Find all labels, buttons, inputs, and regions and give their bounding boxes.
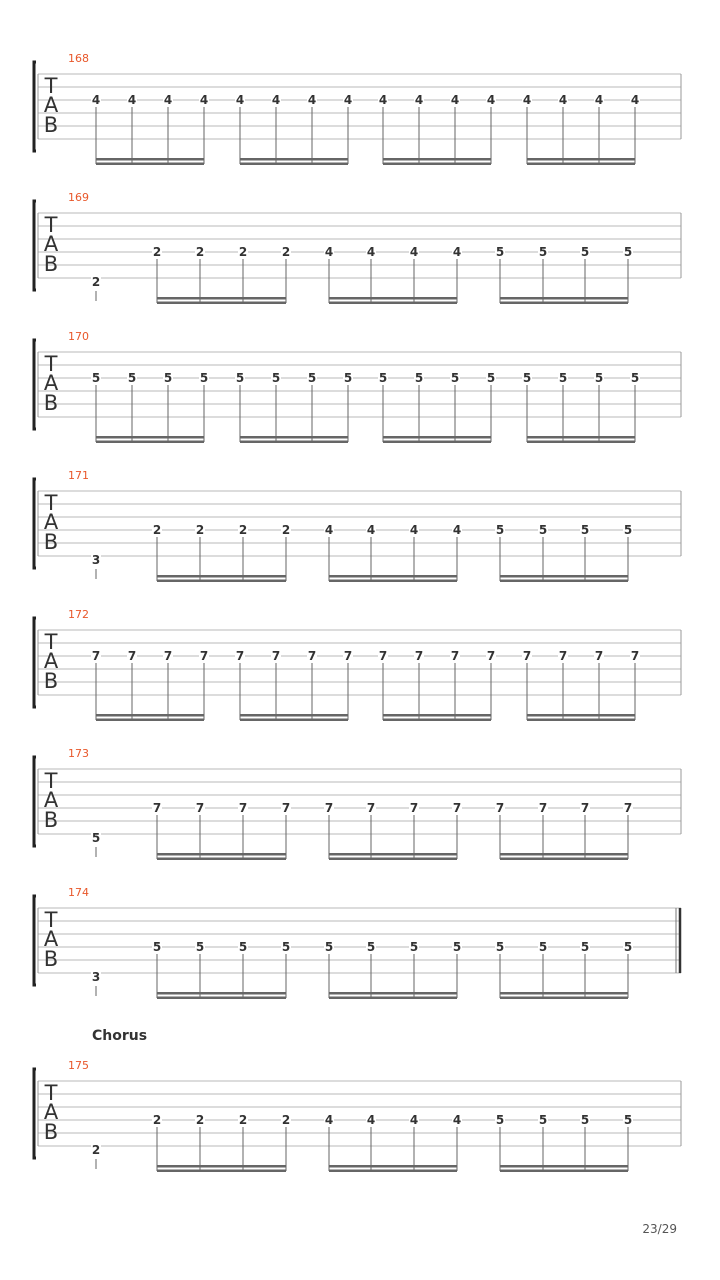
fret-number: 5 xyxy=(281,940,291,954)
beam xyxy=(157,997,286,1000)
fret-number: 4 xyxy=(630,93,640,107)
fret-number: 5 xyxy=(623,1113,633,1127)
fret-number: 2 xyxy=(152,523,162,537)
beam xyxy=(96,714,204,717)
fret-number: 4 xyxy=(450,93,460,107)
fret-number: 5 xyxy=(538,245,548,259)
fret-number: 7 xyxy=(307,649,317,663)
fret-number: 5 xyxy=(271,371,281,385)
fret-number: 4 xyxy=(235,93,245,107)
beam xyxy=(240,441,348,444)
fret-number: 5 xyxy=(623,940,633,954)
fret-number: 4 xyxy=(271,93,281,107)
fret-number: 5 xyxy=(538,523,548,537)
beam xyxy=(500,992,628,995)
fret-number: 7 xyxy=(127,649,137,663)
tab-clef-letter: T xyxy=(44,769,58,793)
beam xyxy=(240,163,348,166)
beam xyxy=(383,436,491,439)
fret-number: 5 xyxy=(307,371,317,385)
beam xyxy=(96,163,204,166)
fret-number: 4 xyxy=(522,93,532,107)
fret-number: 5 xyxy=(452,940,462,954)
tab-clef-letter: T xyxy=(44,630,58,654)
fret-number: 7 xyxy=(199,649,209,663)
fret-number: 2 xyxy=(238,1113,248,1127)
fret-number: 4 xyxy=(594,93,604,107)
beam xyxy=(329,858,457,861)
fret-number: 7 xyxy=(235,649,245,663)
beam xyxy=(383,158,491,161)
beam xyxy=(383,163,491,166)
fret-number: 2 xyxy=(152,1113,162,1127)
beam xyxy=(500,580,628,583)
tab-clef-letter: T xyxy=(44,74,58,98)
beam xyxy=(96,719,204,722)
fret-number: 5 xyxy=(238,940,248,954)
fret-number: 4 xyxy=(366,245,376,259)
fret-number: 7 xyxy=(538,801,548,815)
fret-number: 7 xyxy=(486,649,496,663)
tab-clef-letter: B xyxy=(43,1120,59,1144)
fret-number: 2 xyxy=(281,523,291,537)
fret-number: 4 xyxy=(199,93,209,107)
beam xyxy=(329,992,457,995)
beam xyxy=(500,575,628,578)
beam xyxy=(329,1165,457,1168)
fret-number: 7 xyxy=(580,801,590,815)
beam xyxy=(157,302,286,305)
tab-clef-letter: B xyxy=(43,113,59,137)
fret-number: 5 xyxy=(580,523,590,537)
fret-number: 4 xyxy=(486,93,496,107)
fret-number: 2 xyxy=(152,245,162,259)
fret-number: 5 xyxy=(414,371,424,385)
beam xyxy=(157,575,286,578)
beam xyxy=(500,1165,628,1168)
fret-number: 5 xyxy=(91,371,101,385)
system-bracket xyxy=(34,1069,36,1158)
fret-number: 7 xyxy=(414,649,424,663)
fret-number: 4 xyxy=(409,245,419,259)
fret-number: 2 xyxy=(195,245,205,259)
beam xyxy=(96,158,204,161)
fret-number: 5 xyxy=(235,371,245,385)
tab-clef-letter: A xyxy=(43,232,59,256)
fret-number: 5 xyxy=(522,371,532,385)
fret-number: 5 xyxy=(558,371,568,385)
fret-number: 5 xyxy=(127,371,137,385)
measure-number: 171 xyxy=(68,469,89,482)
fret-number: 5 xyxy=(580,245,590,259)
beam xyxy=(500,853,628,856)
fret-number: 7 xyxy=(378,649,388,663)
fret-number: 7 xyxy=(495,801,505,815)
tab-clef-letter: A xyxy=(43,371,59,395)
system-bracket xyxy=(34,757,36,846)
beam xyxy=(500,297,628,300)
fret-number: 7 xyxy=(594,649,604,663)
fret-number: 5 xyxy=(495,523,505,537)
fret-number: 2 xyxy=(281,245,291,259)
tab-clef-letter: A xyxy=(43,788,59,812)
fret-number: 7 xyxy=(163,649,173,663)
fret-number: 4 xyxy=(91,93,101,107)
beam xyxy=(383,714,491,717)
measure-number: 169 xyxy=(68,191,89,204)
fret-number: 2 xyxy=(238,245,248,259)
fret-number: 7 xyxy=(271,649,281,663)
tab-clef-letter: A xyxy=(43,1100,59,1124)
fret-number: 5 xyxy=(594,371,604,385)
fret-number: 7 xyxy=(91,649,101,663)
fret-number: 2 xyxy=(91,275,101,289)
measure-number: 168 xyxy=(68,52,89,65)
fret-number: 2 xyxy=(195,523,205,537)
tab-clef-letter: B xyxy=(43,391,59,415)
fret-number: 4 xyxy=(409,1113,419,1127)
fret-number: 4 xyxy=(343,93,353,107)
beam xyxy=(329,302,457,305)
fret-number: 5 xyxy=(324,940,334,954)
fret-number: 7 xyxy=(522,649,532,663)
measure-number: 172 xyxy=(68,608,89,621)
fret-number: 5 xyxy=(409,940,419,954)
beam xyxy=(157,1165,286,1168)
fret-number: 5 xyxy=(199,371,209,385)
fret-number: 5 xyxy=(450,371,460,385)
fret-number: 2 xyxy=(281,1113,291,1127)
fret-number: 4 xyxy=(324,523,334,537)
fret-number: 5 xyxy=(366,940,376,954)
fret-number: 5 xyxy=(538,1113,548,1127)
tab-clef-letter: T xyxy=(44,213,58,237)
fret-number: 4 xyxy=(366,523,376,537)
system-bracket xyxy=(34,340,36,429)
system-bracket xyxy=(34,479,36,568)
fret-number: 2 xyxy=(91,1143,101,1157)
beam xyxy=(329,1170,457,1173)
tab-clef-letter: T xyxy=(44,352,58,376)
system-bracket xyxy=(34,201,36,290)
fret-number: 4 xyxy=(558,93,568,107)
beam xyxy=(329,580,457,583)
beam xyxy=(240,714,348,717)
fret-number: 5 xyxy=(343,371,353,385)
beam xyxy=(157,853,286,856)
fret-number: 7 xyxy=(238,801,248,815)
beam xyxy=(383,441,491,444)
fret-number: 4 xyxy=(378,93,388,107)
fret-number: 5 xyxy=(486,371,496,385)
fret-number: 7 xyxy=(152,801,162,815)
measure-number: 173 xyxy=(68,747,89,760)
fret-number: 7 xyxy=(343,649,353,663)
page-number: 23/29 xyxy=(642,1222,677,1236)
beam xyxy=(329,853,457,856)
fret-number: 5 xyxy=(538,940,548,954)
tab-clef-letter: T xyxy=(44,491,58,515)
fret-number: 5 xyxy=(630,371,640,385)
fret-number: 7 xyxy=(558,649,568,663)
tab-clef-letter: B xyxy=(43,808,59,832)
system-bracket xyxy=(34,618,36,707)
beam xyxy=(157,1170,286,1173)
fret-number: 5 xyxy=(91,831,101,845)
fret-number: 4 xyxy=(414,93,424,107)
fret-number: 5 xyxy=(495,1113,505,1127)
beam xyxy=(527,441,635,444)
beam xyxy=(500,997,628,1000)
fret-number: 4 xyxy=(307,93,317,107)
fret-number: 2 xyxy=(238,523,248,537)
section-label: Chorus xyxy=(92,1028,148,1044)
fret-number: 4 xyxy=(366,1113,376,1127)
fret-number: 4 xyxy=(452,1113,462,1127)
tab-clef-letter: B xyxy=(43,947,59,971)
measure-number: 170 xyxy=(68,330,89,343)
fret-number: 5 xyxy=(580,940,590,954)
tab-clef-letter: B xyxy=(43,669,59,693)
beam xyxy=(500,302,628,305)
beam xyxy=(96,441,204,444)
fret-number: 7 xyxy=(195,801,205,815)
fret-number: 3 xyxy=(91,970,101,984)
fret-number: 7 xyxy=(623,801,633,815)
fret-number: 2 xyxy=(195,1113,205,1127)
tab-clef-letter: A xyxy=(43,510,59,534)
beam xyxy=(527,158,635,161)
beam xyxy=(329,997,457,1000)
beam xyxy=(157,580,286,583)
fret-number: 4 xyxy=(452,245,462,259)
tab-clef-letter: T xyxy=(44,908,58,932)
beam xyxy=(383,719,491,722)
fret-number: 5 xyxy=(152,940,162,954)
fret-number: 5 xyxy=(495,940,505,954)
beam xyxy=(329,297,457,300)
beam xyxy=(157,297,286,300)
fret-number: 4 xyxy=(409,523,419,537)
fret-number: 7 xyxy=(409,801,419,815)
tab-clef-letter: B xyxy=(43,252,59,276)
tab-clef-letter: A xyxy=(43,93,59,117)
beam xyxy=(96,436,204,439)
beam xyxy=(240,158,348,161)
fret-number: 7 xyxy=(630,649,640,663)
tab-clef-letter: A xyxy=(43,927,59,951)
beam xyxy=(329,575,457,578)
fret-number: 5 xyxy=(623,523,633,537)
beam xyxy=(500,1170,628,1173)
fret-number: 4 xyxy=(127,93,137,107)
fret-number: 7 xyxy=(450,649,460,663)
fret-number: 7 xyxy=(366,801,376,815)
fret-number: 4 xyxy=(324,1113,334,1127)
beam xyxy=(527,163,635,166)
measure-number: 175 xyxy=(68,1059,89,1072)
beam xyxy=(157,858,286,861)
tab-clef-letter: B xyxy=(43,530,59,554)
fret-number: 3 xyxy=(91,553,101,567)
fret-number: 4 xyxy=(452,523,462,537)
fret-number: 5 xyxy=(378,371,388,385)
beam xyxy=(527,436,635,439)
fret-number: 4 xyxy=(163,93,173,107)
fret-number: 5 xyxy=(163,371,173,385)
beam xyxy=(157,992,286,995)
fret-number: 5 xyxy=(580,1113,590,1127)
measure-number: 174 xyxy=(68,886,89,899)
fret-number: 4 xyxy=(324,245,334,259)
fret-number: 5 xyxy=(495,245,505,259)
fret-number: 7 xyxy=(452,801,462,815)
fret-number: 5 xyxy=(195,940,205,954)
tab-clef-letter: T xyxy=(44,1081,58,1105)
fret-number: 7 xyxy=(281,801,291,815)
beam xyxy=(527,719,635,722)
fret-number: 7 xyxy=(324,801,334,815)
fret-number: 5 xyxy=(623,245,633,259)
beam xyxy=(527,714,635,717)
beam xyxy=(240,436,348,439)
system-bracket xyxy=(34,62,36,151)
system-bracket xyxy=(34,896,36,985)
tab-clef-letter: A xyxy=(43,649,59,673)
beam xyxy=(500,858,628,861)
beam xyxy=(240,719,348,722)
